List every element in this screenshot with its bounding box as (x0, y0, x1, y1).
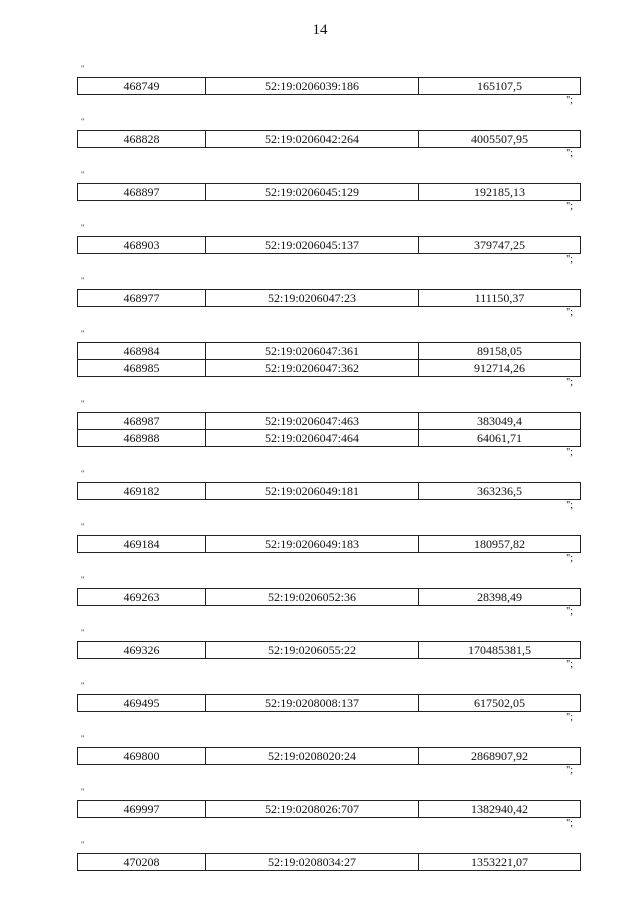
page-number: 14 (312, 22, 328, 38)
cadastral-number-cell: 52:19:0206045:137 (206, 237, 419, 254)
value-cell: 28398,49 (419, 589, 581, 606)
cadastral-number-cell: 52:19:0206045:129 (206, 184, 419, 201)
amendment-block (77, 395, 579, 465)
row-number-cell: 469263 (78, 589, 206, 606)
closing-quote-mark: "; (566, 659, 573, 670)
table-row (78, 589, 581, 606)
cadastral-number-cell: 52:19:0206055:22 (206, 642, 419, 659)
cadastral-number-cell: 52:19:0206042:264 (206, 131, 419, 148)
opening-quote-mark: " (81, 575, 85, 584)
closing-quote-mark: "; (566, 500, 573, 511)
row-number-cell: 469997 (78, 801, 206, 818)
row-number-cell: 468988 (78, 430, 206, 447)
table-row (78, 184, 581, 201)
row-number-cell: 470208 (78, 854, 206, 871)
closing-quote-mark: "; (566, 201, 573, 212)
table-row (78, 536, 581, 553)
value-cell: 165107,5 (419, 78, 581, 95)
opening-quote-mark: " (81, 170, 85, 179)
closing-quote-mark: "; (566, 553, 573, 564)
closing-quote-mark: "; (566, 447, 573, 458)
amendment-block (77, 783, 579, 836)
amendment-list (77, 60, 579, 871)
closing-quote-mark: "; (566, 606, 573, 617)
row-number-cell: 469184 (78, 536, 206, 553)
parcel-table (77, 747, 581, 765)
cadastral-number-cell: 52:19:0208026:707 (206, 801, 419, 818)
value-cell: 383049,4 (419, 413, 581, 430)
value-cell: 2868907,92 (419, 748, 581, 765)
closing-quote-mark: "; (566, 765, 573, 776)
table-row (78, 343, 581, 360)
row-number-cell: 469182 (78, 483, 206, 500)
value-cell: 111150,37 (419, 290, 581, 307)
table-row (78, 854, 581, 871)
amendment-block (77, 60, 579, 113)
closing-quote-mark: "; (566, 95, 573, 106)
amendment-block (77, 272, 579, 325)
row-number-cell: 468828 (78, 131, 206, 148)
value-cell: 192185,13 (419, 184, 581, 201)
cadastral-number-cell: 52:19:0206047:362 (206, 360, 419, 377)
parcel-table (77, 588, 581, 606)
value-cell: 4005507,95 (419, 131, 581, 148)
cadastral-number-cell: 52:19:0208034:27 (206, 854, 419, 871)
row-number-cell: 469800 (78, 748, 206, 765)
table-row (78, 360, 581, 377)
value-cell: 180957,82 (419, 536, 581, 553)
opening-quote-mark: " (81, 117, 85, 126)
amendment-block (77, 677, 579, 730)
amendment-block (77, 730, 579, 783)
table-row (78, 78, 581, 95)
row-number-cell: 468987 (78, 413, 206, 430)
opening-quote-mark: " (81, 64, 85, 73)
row-number-cell: 468897 (78, 184, 206, 201)
value-cell: 1353221,07 (419, 854, 581, 871)
row-number-cell: 468984 (78, 343, 206, 360)
amendment-block (77, 571, 579, 624)
table-row (78, 801, 581, 818)
amendment-block (77, 113, 579, 166)
row-number-cell: 469326 (78, 642, 206, 659)
cadastral-number-cell: 52:19:0206049:181 (206, 483, 419, 500)
table-row (78, 290, 581, 307)
cadastral-number-cell: 52:19:0206047:464 (206, 430, 419, 447)
value-cell: 89158,05 (419, 343, 581, 360)
value-cell: 617502,05 (419, 695, 581, 712)
table-row (78, 237, 581, 254)
closing-quote-mark: "; (566, 254, 573, 265)
opening-quote-mark: " (81, 734, 85, 743)
opening-quote-mark: " (81, 628, 85, 637)
table-row (78, 430, 581, 447)
parcel-table (77, 77, 581, 95)
amendment-block (77, 219, 579, 272)
row-number-cell: 468903 (78, 237, 206, 254)
table-row (78, 483, 581, 500)
table-row (78, 642, 581, 659)
opening-quote-mark: " (81, 840, 85, 849)
opening-quote-mark: " (81, 399, 85, 408)
closing-quote-mark: "; (566, 818, 573, 829)
closing-quote-mark: "; (566, 712, 573, 723)
amendment-block (77, 518, 579, 571)
parcel-table (77, 535, 581, 553)
opening-quote-mark: " (81, 787, 85, 796)
cadastral-number-cell: 52:19:0206052:36 (206, 589, 419, 606)
value-cell: 1382940,42 (419, 801, 581, 818)
table-row (78, 748, 581, 765)
parcel-table (77, 289, 581, 307)
value-cell: 170485381,5 (419, 642, 581, 659)
row-number-cell: 469495 (78, 695, 206, 712)
table-row (78, 131, 581, 148)
row-number-cell: 468985 (78, 360, 206, 377)
opening-quote-mark: " (81, 681, 85, 690)
amendment-block (77, 166, 579, 219)
table-row (78, 695, 581, 712)
opening-quote-mark: " (81, 469, 85, 478)
parcel-table (77, 641, 581, 659)
opening-quote-mark: " (81, 223, 85, 232)
closing-quote-mark: "; (566, 148, 573, 159)
cadastral-number-cell: 52:19:0208008:137 (206, 695, 419, 712)
cadastral-number-cell: 52:19:0206047:463 (206, 413, 419, 430)
amendment-block (77, 465, 579, 518)
amendment-block (77, 624, 579, 677)
parcel-table (77, 482, 581, 500)
parcel-table (77, 183, 581, 201)
row-number-cell: 468977 (78, 290, 206, 307)
parcel-table (77, 342, 581, 377)
cadastral-number-cell: 52:19:0206049:183 (206, 536, 419, 553)
parcel-table (77, 853, 581, 871)
parcel-table (77, 130, 581, 148)
value-cell: 912714,26 (419, 360, 581, 377)
cadastral-number-cell: 52:19:0206047:23 (206, 290, 419, 307)
closing-quote-mark: "; (566, 307, 573, 318)
cadastral-number-cell: 52:19:0208020:24 (206, 748, 419, 765)
table-row (78, 413, 581, 430)
closing-quote-mark: "; (566, 377, 573, 388)
parcel-table (77, 694, 581, 712)
row-number-cell: 468749 (78, 78, 206, 95)
cadastral-number-cell: 52:19:0206047:361 (206, 343, 419, 360)
amendment-block (77, 325, 579, 395)
value-cell: 363236,5 (419, 483, 581, 500)
opening-quote-mark: " (81, 522, 85, 531)
value-cell: 64061,71 (419, 430, 581, 447)
cadastral-number-cell: 52:19:0206039:186 (206, 78, 419, 95)
opening-quote-mark: " (81, 276, 85, 285)
parcel-table (77, 412, 581, 447)
amendment-block (77, 836, 579, 871)
value-cell: 379747,25 (419, 237, 581, 254)
parcel-table (77, 800, 581, 818)
opening-quote-mark: " (81, 329, 85, 338)
parcel-table (77, 236, 581, 254)
